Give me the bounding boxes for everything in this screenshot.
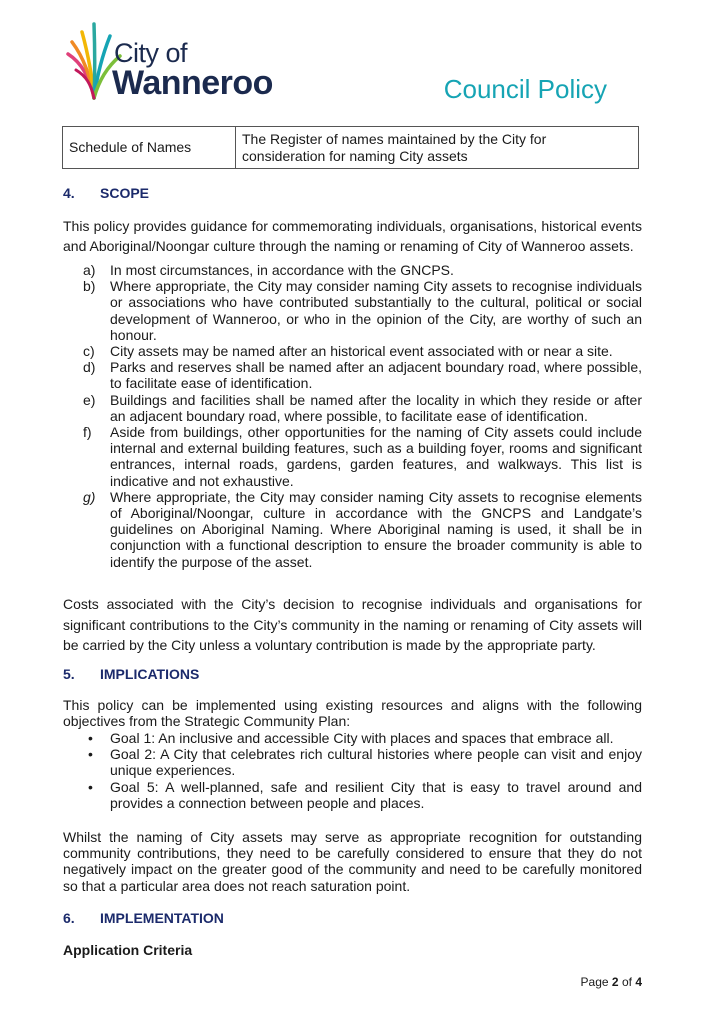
list-marker: b) — [83, 278, 96, 295]
page-label: Page — [580, 975, 609, 989]
list-item-text: Buildings and facilities shall be named after the locality in which they reside or after an adjacent boundary road, where possible, to facilitate ease of identification. — [110, 391, 642, 424]
implications-intro: This policy can be implemented using existing resources and aligns with the following objectives from the Strategic Community Plan: — [63, 697, 642, 730]
list-item — [83, 424, 642, 489]
logo-city-of: City of — [114, 38, 188, 68]
list-item-text: In most circumstances, in accordance with the GNCPS. — [110, 262, 454, 278]
list-marker: c) — [83, 343, 95, 360]
list-item — [86, 730, 642, 746]
list-item-text: Aside from buildings, other opportunities for the naming of City assets could include internal and external building features, such as a building foyer, rooms and significant entrances, internal roads, gardens, garden features, and walkways. This list is indicative and not exhaustive. — [110, 424, 642, 489]
table-cell-term: Schedule of Names — [63, 127, 236, 169]
list-item — [83, 392, 642, 424]
page-total: 4 — [635, 975, 642, 989]
scope-costs: Costs associated with the City’s decision to recognise individuals and organisations for significant contributions to the City’s community in the naming or renaming of City assets will be carried by the City unless a voluntary contribution is made by the appropriate party. — [63, 596, 642, 653]
section-heading-implementation — [63, 910, 224, 926]
list-marker: d) — [83, 359, 96, 376]
list-item-text: Goal 2: A City that celebrates rich cultural histories where people can visit and enjoy unique experiences. — [110, 746, 642, 779]
scope-intro: This policy provides guidance for commemorating individuals, organisations, historical events and Aboriginal/Noongar culture through the naming or renaming of City of Wanneroo assets. — [63, 218, 642, 254]
list-item-text: Parks and reserves shall be named after an adjacent boundary road, where possible, to facilitate ease of identification. — [110, 359, 642, 392]
page-current: 2 — [611, 975, 619, 989]
list-item — [83, 489, 642, 570]
table-row — [63, 127, 639, 169]
list-item-text: Goal 1: An inclusive and accessible City with places and spaces that embrace all. — [110, 730, 614, 746]
bullet-icon: • — [88, 778, 93, 795]
section-heading-scope — [63, 185, 149, 201]
logo-wanneroo: Wanneroo — [112, 64, 273, 102]
bullet-icon: • — [88, 730, 93, 746]
list-item — [83, 278, 642, 343]
list-item — [83, 343, 642, 359]
list-marker: a) — [83, 262, 96, 278]
page-number — [581, 975, 642, 989]
section-number: 4. — [63, 185, 75, 201]
list-marker: g) — [83, 488, 96, 505]
list-item-text: Goal 5: A well-planned, safe and resilient City that is easy to travel around and provides a connection between people and places. — [110, 778, 642, 811]
scope-list — [83, 262, 642, 570]
list-item — [83, 359, 642, 391]
list-item-text: Where appropriate, the City may consider naming City assets to recognise individuals or associations who have contributed substantially to the cultural, political or social development of Wanneroo, or who in the opinion of the City, are worthy of such an honour. — [110, 278, 642, 343]
section-heading-implications — [63, 666, 199, 682]
table-cell-definition: The Register of names maintained by the City for consideration for naming City assets — [236, 127, 639, 169]
subheading-application-criteria: Application Criteria — [63, 942, 193, 958]
implications-closing: Whilst the naming of City assets may serve as appropriate recognition for outstanding community contributions, they need to be carefully considered to ensure that they do not negatively impact on the greater good of the community and need to be carefully monitored so that a particular area does not reach saturation point. — [63, 829, 642, 894]
list-item — [86, 779, 642, 811]
section-title: IMPLEMENTATION — [100, 910, 224, 926]
section-number: 5. — [63, 666, 75, 682]
section-number: 6. — [63, 910, 75, 926]
list-item — [83, 262, 642, 278]
city-logo — [64, 18, 294, 102]
section-title: SCOPE — [100, 185, 150, 201]
list-marker: f) — [83, 424, 92, 441]
page-sep: of — [621, 975, 632, 989]
bullet-icon: • — [88, 746, 93, 763]
list-marker: e) — [83, 391, 96, 408]
section-title: IMPLICATIONS — [100, 666, 200, 682]
goals-list — [86, 730, 642, 811]
definitions-table — [62, 126, 639, 169]
list-item — [86, 746, 642, 778]
list-item-text: City assets may be named after an historical event associated with or near a site. — [110, 343, 613, 360]
list-item-text: Where appropriate, the City may consider naming City assets to recognise elements of Aboriginal/Noongar, culture in accordance with the GNCPS and Landgate’s guidelines on Aboriginal Naming. Where Aboriginal naming is used, it shall be in conjunction with a functional description to ensure the broader community is able to identify the purpose of the asset. — [110, 488, 642, 570]
document-type-title: Council Policy — [443, 74, 607, 104]
